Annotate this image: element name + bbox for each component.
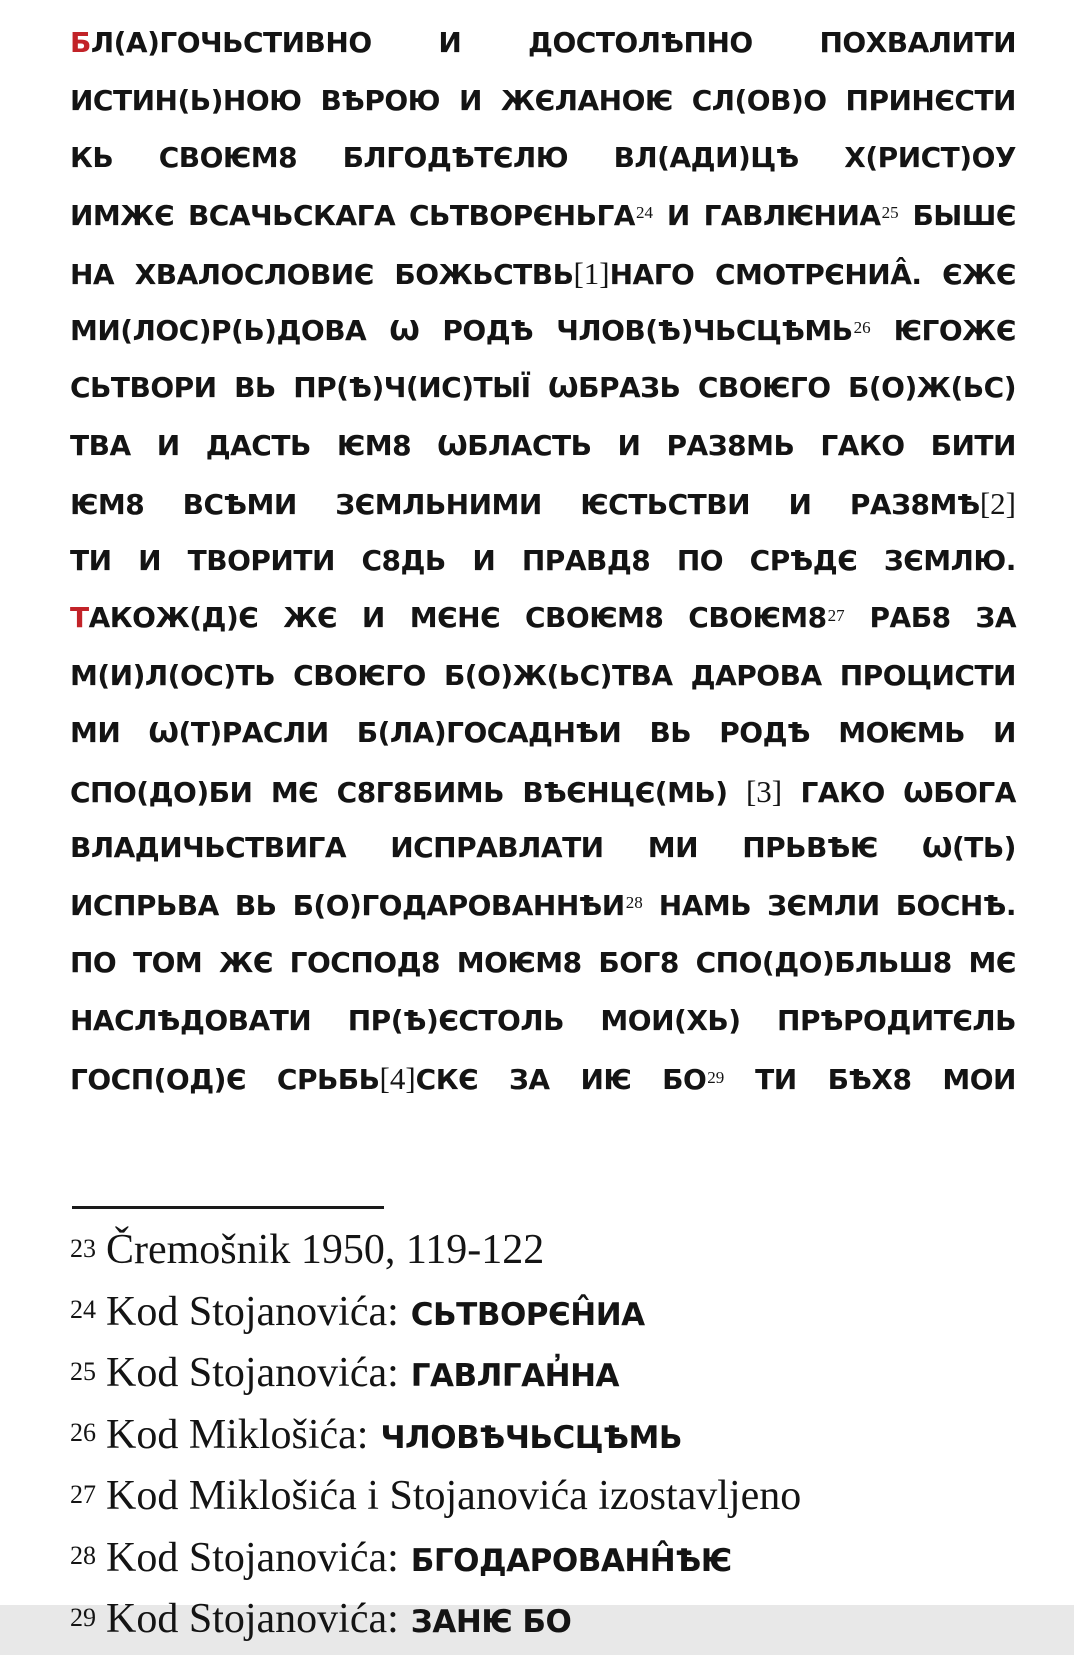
slavonic-text: ГАКО	[800, 775, 885, 809]
word	[525, 601, 663, 634]
slavonic-text: С8ДЬ	[361, 543, 446, 577]
slavonic-text: ЖЄ	[283, 601, 338, 634]
slavonic-text: НАСЛѢДОВАТИ	[70, 1003, 312, 1037]
bracket-number: [2]	[979, 486, 1016, 521]
word	[70, 488, 144, 521]
body-line	[70, 601, 1016, 659]
slavonic-text: СРЬБЬ	[276, 1063, 380, 1096]
word	[362, 601, 385, 634]
word	[70, 199, 174, 232]
body-line	[70, 256, 1016, 314]
slavonic-text: ИСТИН(Ь)НОЮ	[70, 83, 302, 117]
word	[698, 371, 831, 404]
word	[293, 371, 530, 404]
word	[472, 544, 495, 577]
slavonic-text: ИѤ	[580, 1063, 632, 1096]
word	[70, 544, 112, 577]
body-line	[70, 429, 1016, 487]
slavonic-text: СВОѤМ8	[525, 601, 664, 634]
word	[235, 889, 277, 922]
body-line	[70, 486, 1016, 544]
footnote-number: 29	[70, 1602, 96, 1632]
slavonic-text: ГАКО	[820, 428, 905, 462]
body-line	[70, 314, 1016, 372]
slavonic-text: Ѡ	[389, 313, 420, 347]
word	[801, 776, 885, 809]
footnote-number: 26	[70, 1418, 96, 1448]
footnote-number: 24	[70, 1295, 96, 1325]
slavonic-text: МОИ	[942, 1063, 1016, 1096]
slavonic-text: БИТИ	[930, 428, 1016, 462]
word	[850, 486, 1016, 522]
word	[159, 141, 297, 174]
word	[283, 601, 337, 634]
word	[444, 659, 673, 692]
word	[767, 889, 880, 922]
word	[715, 258, 922, 291]
word	[819, 26, 1016, 59]
word	[148, 716, 328, 749]
slavonic-text: ЗЄМЛЬНИМИ	[335, 488, 542, 521]
slavonic-text: ГОСП(ОД)Є	[70, 1063, 247, 1096]
slavonic-text: РОДѢ	[719, 716, 811, 749]
slavonic-text: ЗЄМЛИ	[767, 888, 880, 922]
body-line	[70, 141, 1016, 199]
footnote-text-latin: Kod Stojanovića:	[106, 1596, 399, 1642]
word	[598, 946, 678, 979]
slavonic-text: ЄЖЄ	[942, 258, 1016, 291]
slavonic-text: ДАРОВА	[690, 658, 822, 692]
slavonic-text: Б(ЛА)ГОСАДНѢИ	[356, 716, 622, 749]
word	[912, 199, 1016, 232]
word	[459, 84, 482, 117]
word	[931, 429, 1016, 462]
word	[70, 716, 120, 749]
footnote-ref: 29	[707, 1067, 725, 1087]
word	[157, 429, 180, 462]
slavonic-text: МИ	[647, 831, 699, 864]
word	[293, 659, 426, 692]
slavonic-text: ВЛАДИЧЬСТВИГА	[70, 831, 347, 864]
word	[746, 774, 782, 810]
slavonic-text: ТВА	[70, 428, 131, 462]
slavonic-text: СМОТРЄНИА̂.	[714, 258, 922, 291]
word	[884, 544, 1016, 577]
footnote-text-latin: Čremošnik 1950, 119-122	[106, 1227, 545, 1273]
slavonic-text: ЗЄМЛЮ.	[883, 543, 1016, 577]
word	[410, 601, 500, 634]
slavonic-text: И	[138, 543, 162, 577]
body-line	[70, 1004, 1016, 1062]
slavonic-text: ВЬ	[649, 716, 692, 749]
slavonic-text: БЛГОДѢТЄЛЮ	[342, 141, 569, 174]
word	[442, 314, 533, 347]
word	[522, 776, 727, 809]
word	[394, 256, 694, 292]
slavonic-text: МИ(ЛОС)Р(Ь)ДОВА	[70, 313, 367, 347]
slavonic-text: ЖЄ	[219, 946, 273, 979]
slavonic-text: СЬТВОРЄНЬГА	[408, 198, 635, 232]
word	[903, 776, 1016, 809]
word	[704, 199, 899, 232]
footnote-row	[70, 1470, 1016, 1532]
word	[556, 314, 870, 347]
slavonic-text: МОѤМЬ	[838, 716, 965, 749]
slavonic-text: СЛ(ОВ)О	[691, 83, 827, 117]
slavonic-text: ПОХВАЛИТИ	[819, 26, 1016, 59]
slavonic-text: Б(О)ГОДАРОВАННѢИ	[292, 888, 625, 922]
slavonic-text: РАБ8	[869, 601, 951, 634]
word	[719, 716, 810, 749]
word	[390, 831, 603, 864]
slavonic-text: БОЖЬСТВЬ	[394, 258, 574, 291]
word	[846, 84, 1016, 117]
word	[692, 84, 827, 117]
slavonic-text: ЗА	[975, 601, 1016, 634]
slavonic-text: ВЬ	[234, 371, 276, 404]
word	[618, 429, 641, 462]
body-line	[70, 1061, 1016, 1119]
slavonic-text: С8Г8БИМЬ	[336, 775, 504, 809]
footnote-ref: 28	[625, 893, 643, 913]
footnote-text-latin: Kod Stojanovića:	[106, 1534, 399, 1581]
slavonic-text: ПО	[676, 543, 724, 577]
bracket-number: [4]	[379, 1061, 416, 1096]
word	[206, 429, 311, 462]
word	[894, 314, 1016, 347]
word	[138, 544, 161, 577]
slavonic-text: ТОМ	[133, 946, 203, 979]
word	[70, 258, 114, 291]
word	[183, 488, 297, 521]
slavonic-text: СПО(ДО)БИ	[70, 775, 253, 809]
word	[677, 544, 723, 577]
word	[70, 84, 302, 117]
word	[659, 889, 751, 922]
word	[648, 831, 698, 864]
slavonic-text: РАЗ8МЬ	[666, 428, 795, 462]
word	[969, 946, 1016, 979]
slavonic-text: ТВОРИТИ	[187, 543, 335, 577]
slavonic-text: РАЗ8МѢ	[849, 488, 980, 521]
word	[942, 258, 1016, 291]
word	[457, 946, 582, 979]
slavonic-text: НАМЬ	[658, 888, 752, 922]
footnote-ref: 24	[635, 203, 653, 223]
word	[343, 141, 568, 174]
slavonic-text: МЄ	[270, 775, 319, 809]
slavonic-text: ПР(Ѣ)Ч(ИС)ТЫЇ	[293, 371, 531, 404]
word	[320, 84, 440, 117]
slavonic-text: М(И)Л(ОС)ТЬ	[70, 658, 276, 692]
bracket-number: [3]	[745, 773, 783, 809]
slavonic-text: МОИ(ХЬ)	[600, 1003, 741, 1037]
red-initial: Т	[70, 601, 89, 634]
footnote-number: 28	[70, 1541, 96, 1571]
word	[838, 716, 965, 749]
footnote-ref: 26	[853, 318, 871, 338]
slavonic-text: И	[438, 26, 462, 59]
slavonic-text: Б(О)Ж(ЬС)ТВА	[443, 658, 673, 692]
word	[848, 371, 1016, 404]
word	[522, 544, 650, 577]
slavonic-text: ВСАЧЬСКАГА	[187, 198, 396, 232]
word	[271, 776, 318, 809]
word	[409, 199, 653, 232]
word	[528, 26, 753, 59]
slavonic-text: ПРАВД8	[521, 543, 651, 577]
word	[942, 1063, 1016, 1096]
footnote-text-slavonic: ЗАНѤ БО	[410, 1604, 572, 1640]
word	[438, 26, 461, 59]
footnotes	[70, 1224, 1016, 1655]
word	[696, 946, 952, 979]
word	[70, 141, 113, 174]
word	[135, 258, 374, 291]
slavonic-text: МЄНЄ	[409, 601, 501, 634]
footnote-text-latin: Kod Miklošića i Stojanovića izostavljeno	[106, 1473, 802, 1519]
word	[548, 371, 680, 404]
footnote-row	[70, 1593, 1016, 1655]
word	[357, 716, 622, 749]
slavonic-text: И	[459, 83, 482, 117]
slavonic-text: СВОѤГО	[697, 371, 831, 404]
slavonic-text: БОСНѢ.	[895, 888, 1016, 922]
footnote-text-slavonic: БГОДАРОВАНН̂ѢѤ	[410, 1542, 732, 1579]
word	[742, 831, 878, 864]
word	[361, 544, 445, 577]
slavonic-text: ѤСТЬСТВИ	[580, 488, 751, 521]
slavonic-text: РОДѢ	[442, 313, 534, 347]
slavonic-text: ДАСТЬ	[205, 428, 311, 462]
slavonic-text: СВОѤМ8	[158, 141, 298, 174]
word	[614, 141, 799, 174]
slavonic-text: Б(О)Ж(ЬС)	[848, 371, 1016, 404]
body-line	[70, 26, 1016, 84]
word	[922, 831, 1016, 864]
word	[777, 1004, 1016, 1037]
slavonic-text: И	[993, 716, 1016, 749]
footnote-row	[70, 1409, 1016, 1471]
slavonic-text: КЬ	[70, 141, 114, 174]
body-line	[70, 371, 1016, 429]
slavonic-text: И	[156, 428, 180, 462]
slavonic-text: И	[788, 488, 812, 521]
slavonic-text: СВОѤГО	[293, 658, 426, 692]
footnote-text-latin: Kod Miklošića:	[106, 1411, 369, 1458]
footnote-text-latin: Kod Stojanovića:	[106, 1350, 399, 1396]
word	[844, 141, 1016, 174]
body-line	[70, 716, 1016, 774]
word	[580, 1063, 631, 1096]
slavonic-text: СЬТВОРИ	[70, 371, 217, 404]
word	[667, 199, 690, 232]
slavonic-text: ПРЬВѢѤ	[742, 831, 878, 864]
slavonic-text: НА	[70, 258, 115, 291]
word	[290, 946, 440, 979]
slavonic-text: ВѢРОЮ	[320, 83, 441, 117]
slavonic-text: ПРИНЄСТИ	[845, 83, 1016, 117]
word	[70, 601, 258, 634]
slavonic-text: СРѢДЄ	[749, 543, 858, 577]
word	[133, 946, 202, 979]
body-line	[70, 659, 1016, 717]
body-line	[70, 199, 1016, 257]
footnote-text-slavonic: СЬТВОРЄН̂ИА	[410, 1296, 645, 1333]
slavonic-text: Л(А)ГОЧЬСТИВНО	[90, 26, 372, 59]
slavonic-text: И	[472, 543, 496, 577]
slavonic-text: Х(РИСТ)ОУ	[844, 141, 1016, 174]
body-line	[70, 889, 1016, 947]
word	[70, 831, 346, 864]
slavonic-text: ѠБОГА	[903, 775, 1016, 809]
word	[389, 314, 419, 347]
word	[70, 371, 217, 404]
word	[70, 314, 366, 347]
slavonic-text: ѠБЛАСТЬ	[437, 428, 592, 462]
body-text	[70, 26, 1016, 1119]
slavonic-text: НАГО	[609, 258, 695, 291]
footnote-row	[70, 1532, 1016, 1594]
slavonic-text: БѢХ8	[827, 1063, 912, 1096]
word	[337, 776, 504, 809]
word	[688, 601, 844, 634]
slavonic-text: Ѡ(ТЬ)	[921, 831, 1016, 864]
word	[870, 601, 951, 634]
slavonic-text: ИСПРЬВА	[70, 888, 219, 922]
word	[219, 946, 273, 979]
slavonic-text: ВСѢМИ	[182, 488, 297, 521]
word	[600, 1004, 740, 1037]
slavonic-text: МИ	[70, 716, 121, 749]
word	[70, 946, 116, 979]
word	[662, 1063, 724, 1096]
footnote-number: 27	[70, 1479, 96, 1509]
word	[70, 1004, 311, 1037]
word	[755, 1063, 797, 1096]
slavonic-text: ТИ	[755, 1063, 797, 1096]
slavonic-text: СВОѤМ8	[688, 601, 827, 634]
word	[896, 889, 1016, 922]
word	[188, 544, 335, 577]
footnote-ref: 27	[827, 605, 845, 625]
slavonic-text: ЖЄЛАНОѤ	[500, 83, 673, 117]
slavonic-text: ВѢЄНЦЄ(МЬ)	[522, 775, 728, 809]
footnote-separator-rule	[72, 1206, 384, 1209]
word	[789, 488, 812, 521]
slavonic-text: ѤМ8	[336, 428, 412, 462]
slavonic-text: ГАВЛѤНИА	[703, 198, 881, 232]
slavonic-text: ѤМ8	[70, 488, 145, 521]
footnote-text-slavonic: ЧЛОВѢЧЬСЦѢМЬ	[380, 1419, 683, 1456]
word	[234, 371, 276, 404]
slavonic-text: ДОСТОЛѢПНО	[528, 26, 753, 59]
word	[750, 544, 858, 577]
slavonic-text: ЗА	[509, 1063, 550, 1096]
word	[820, 429, 904, 462]
slavonic-text: ПРѢРОДИТЄЛЬ	[777, 1003, 1016, 1037]
slavonic-text: ЧЛОВ(Ѣ)ЧЬСЦѢМЬ	[556, 313, 853, 347]
word	[840, 659, 1016, 692]
slavonic-text: БО	[662, 1063, 707, 1096]
slavonic-text: ѠБРАЗЬ	[548, 371, 681, 404]
word	[293, 889, 643, 922]
word	[337, 429, 411, 462]
slavonic-text: ѤГОЖЄ	[893, 313, 1016, 347]
word	[188, 199, 395, 232]
word	[649, 716, 691, 749]
slavonic-text: ПО	[70, 946, 117, 979]
bracket-number: [1]	[573, 256, 610, 291]
word	[828, 1063, 912, 1096]
slavonic-text: СПО(ДО)БЛЬШ8	[695, 946, 952, 979]
word	[975, 601, 1016, 634]
word	[70, 776, 252, 809]
body-line	[70, 84, 1016, 142]
body-line	[70, 831, 1016, 889]
slavonic-text: ПР(Ѣ)ЄСТОЛЬ	[347, 1003, 564, 1037]
word	[509, 1063, 550, 1096]
word	[437, 429, 591, 462]
body-line	[70, 946, 1016, 1004]
slavonic-text: Ѡ(Т)РАСЛИ	[148, 716, 329, 749]
word	[70, 659, 275, 692]
slavonic-text: И	[666, 198, 690, 232]
slavonic-text: СКЄ	[415, 1063, 479, 1096]
body-line	[70, 774, 1016, 832]
slavonic-text: ВЬ	[234, 888, 277, 922]
slavonic-text: ПРОЦИСТИ	[839, 658, 1016, 692]
word	[667, 429, 795, 462]
word	[335, 488, 542, 521]
red-initial: Б	[70, 26, 91, 59]
slavonic-text: ТИ	[70, 543, 112, 577]
slavonic-text: ХВАЛОСЛОВИЄ	[134, 258, 374, 291]
footnote-row	[70, 1224, 1016, 1286]
word	[501, 84, 673, 117]
footnote-row	[70, 1286, 1016, 1348]
slavonic-text: И	[617, 428, 641, 462]
word	[70, 26, 372, 59]
slavonic-text: ГОСПОД8	[289, 946, 440, 979]
slavonic-text: БЫШЄ	[912, 198, 1016, 232]
word	[993, 716, 1016, 749]
slavonic-text: ИМЖЄ	[70, 198, 175, 232]
footnote-text-latin: Kod Stojanovića:	[106, 1288, 399, 1335]
word	[277, 1061, 478, 1097]
footnote-text-slavonic: ГАВЛГАН̓НА	[410, 1358, 620, 1394]
word	[70, 1063, 246, 1096]
word	[70, 429, 131, 462]
word	[691, 659, 822, 692]
footnote-number: 25	[70, 1356, 96, 1386]
slavonic-text: МЄ	[968, 946, 1016, 979]
footnote-number: 23	[70, 1233, 96, 1263]
slavonic-text: МОѤМ8	[456, 946, 582, 979]
slavonic-text: ИСПРАВЛАТИ	[390, 831, 604, 864]
slavonic-text: ВЛ(АДИ)ЦѢ	[613, 141, 799, 174]
slavonic-text: И	[361, 601, 385, 634]
body-line	[70, 544, 1016, 602]
slavonic-text: БОГ8	[598, 946, 679, 979]
word	[580, 488, 750, 521]
word	[348, 1004, 564, 1037]
footnote-row	[70, 1347, 1016, 1409]
word	[70, 889, 219, 922]
footnote-ref: 25	[881, 203, 899, 223]
slavonic-text: АКОЖ(Д)Є	[88, 601, 259, 634]
